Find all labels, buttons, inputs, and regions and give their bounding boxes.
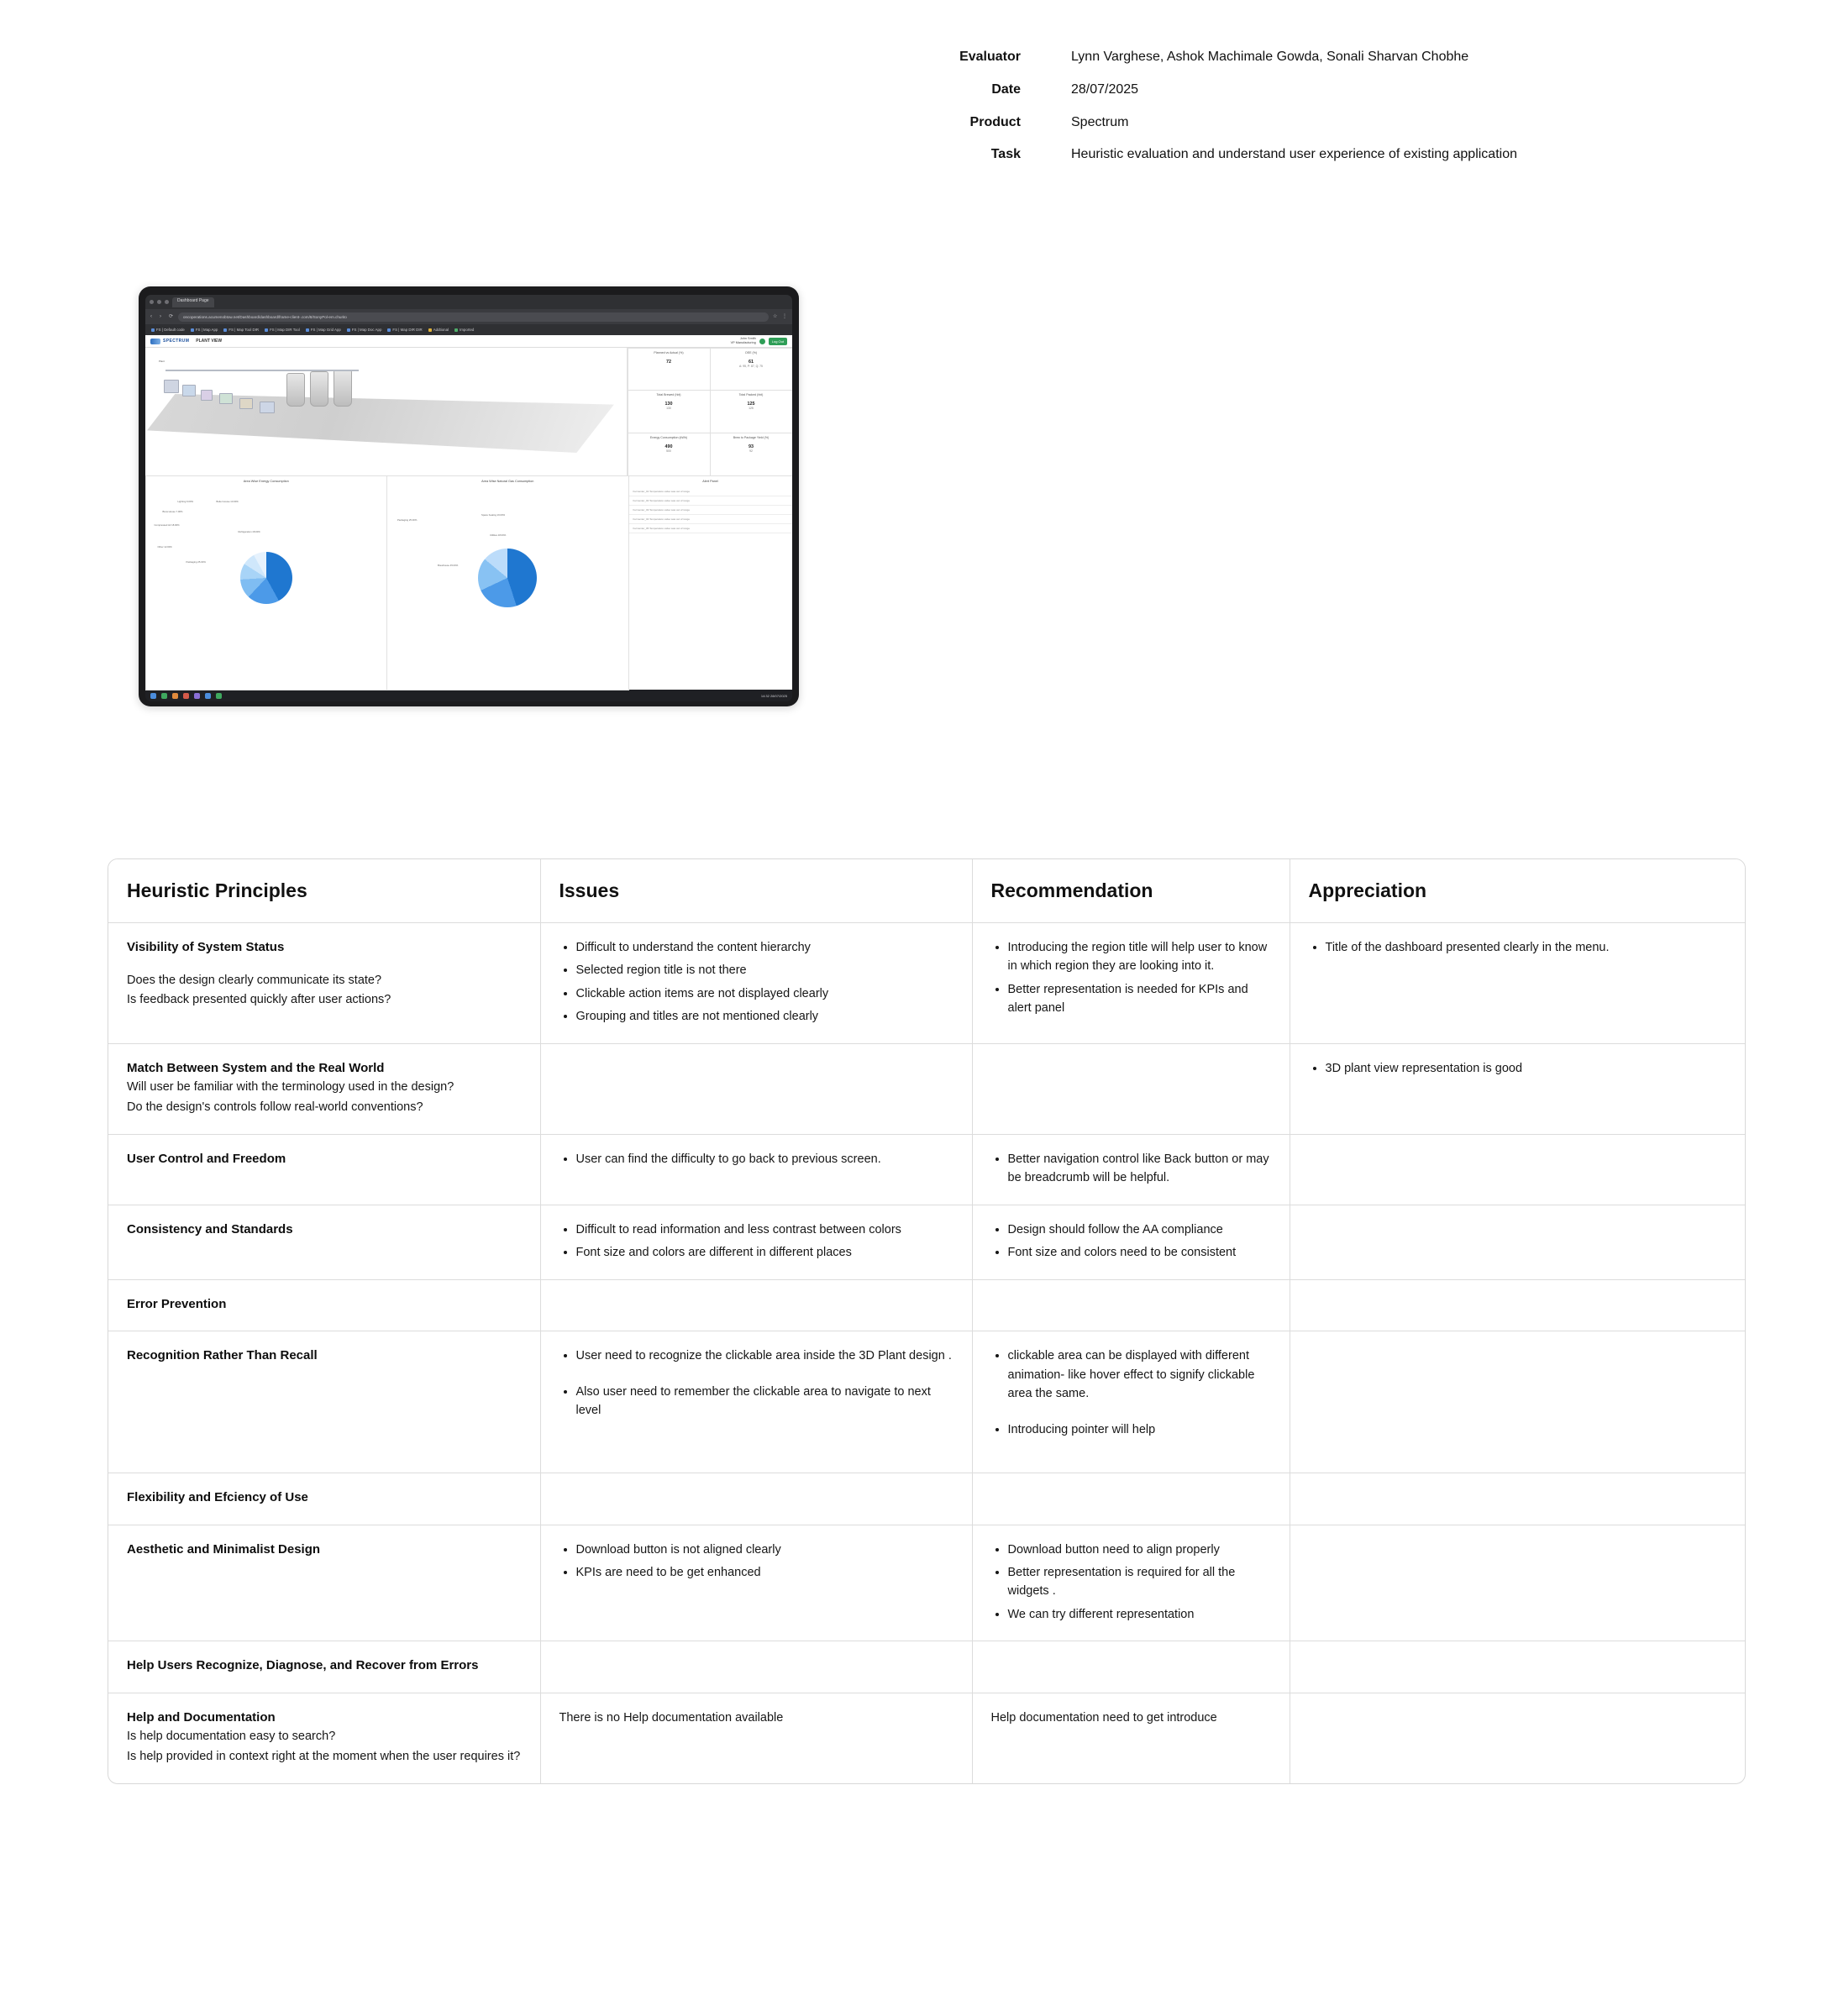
recommendation-item: • Design should follow the AA compliance [1008,1221,1271,1239]
recommendation-item: • Download button need to align properly [1008,1541,1271,1559]
heuristic-evaluation-table [108,858,1746,1784]
cell-appreciation [1290,1641,1746,1693]
app-body [145,348,792,690]
kpi-value: 490 [664,444,673,449]
dashboard-screenshot [139,286,799,706]
reload-icon[interactable]: ⟳ [169,314,174,319]
view-title: PLANT VIEW [196,339,223,344]
energy-consumption-chart[interactable] [145,475,387,690]
bookmark-item[interactable] [191,328,218,332]
plant-pipe [165,370,359,371]
cell-principle [108,1641,540,1693]
cell-recommendation [972,1279,1290,1331]
meta-label-evaluator: Evaluator [959,50,1021,64]
browser-tabstrip [145,295,792,309]
recommendation-item: Help documentation need to get introduce [990,1710,1217,1725]
bookmark-label: FS | Default code [156,328,185,332]
issue-item: • Also user need to remember the clickable area to navigate to next level [576,1383,953,1420]
app-header [145,335,792,348]
principle-question: Will user be familiar with the terminology used in the design? [127,1080,454,1095]
pie-slice-label: Lighting 6.00% [177,499,194,503]
table-row [108,923,1746,1044]
bookmark-label: FS | Map DIR Tool [270,328,300,332]
bookmark-label: FS | Map Doc App [351,328,382,332]
issue-item: • Difficult to understand the content hierarchy [576,938,953,957]
cell-appreciation [1290,1279,1746,1331]
column-header-principles: Heuristic Principles [108,859,540,923]
recommendation-item: • Better representation is needed for KPIs and alert panel [1008,980,1271,1018]
kpi-subvalue: 130 [666,407,671,411]
issue-item: There is no Help documentation available [559,1710,784,1725]
cell-issues [540,1205,972,1279]
plant-3d-view[interactable] [145,348,628,475]
principle-title: Help and Documentation [127,1709,276,1725]
meta-value-date: 28/07/2025 [1071,81,1139,97]
cell-recommendation [972,1134,1290,1205]
plant-tank[interactable] [310,371,328,407]
kpi-value: 72 [666,359,671,365]
meta-row-evaluator [932,49,1689,66]
kpi-title: Brew to Package Yield (%) [733,435,770,439]
pie-slice-label: Brewhouse 45.00% [438,563,459,567]
pie-chart [240,552,292,604]
bookmark-label: FS | Map DIR DIR [392,328,423,332]
kpi-title: Planned vs Actual (%) [654,350,684,354]
kpi-row [628,391,792,433]
start-icon[interactable] [150,693,156,699]
table-row [108,1331,1746,1473]
meta-value-task: Heuristic evaluation and understand user experience of existing application [1071,147,1517,162]
pie-slice-label: Brew House 7.00% [162,509,183,513]
kpi-row [628,348,792,391]
cell-issues [540,1043,972,1134]
kpi-card[interactable] [628,433,711,476]
issue-item: • Font size and colors are different in different places [576,1243,953,1262]
logout-button[interactable]: Log Out [769,338,787,345]
cell-appreciation [1290,1331,1746,1473]
kpi-value: 125 [747,402,755,407]
plant-equipment[interactable] [201,390,213,401]
issue-item: • Selected region title is not there [576,961,953,979]
traffic-light-icon [150,300,154,304]
bookmark-label: FS | Map Tool DIR [228,328,260,332]
bookmark-item[interactable] [306,328,341,332]
cell-principle [108,1331,540,1473]
cell-issues [540,1473,972,1525]
browser-tab[interactable]: Dashboard Page [172,297,214,307]
principle-question: Is feedback presented quickly after user actions? [127,992,391,1006]
principle-title: Recognition Rather Than Recall [127,1348,318,1363]
avatar[interactable] [759,339,765,344]
pie-slice-label: Compressed Air 18.00% [154,522,180,527]
cell-recommendation [972,1473,1290,1525]
traffic-light-icon [157,300,161,304]
meta-label-date: Date [991,81,1021,97]
cell-recommendation [972,1205,1290,1279]
kpi-card[interactable] [710,348,793,391]
menu-icon[interactable]: ⋮ [782,314,787,319]
plant-equipment[interactable] [219,393,233,404]
pie-slice-label: Boiler House 13.00% [216,499,239,503]
cell-appreciation [1290,1043,1746,1134]
bookmark-folder[interactable] [454,328,474,332]
alert-item[interactable]: Fermenter_05 Temperature value was out of range [629,524,792,533]
evaluation-meta [932,49,1689,179]
kpi-title: Total Packed (hbl) [738,393,764,397]
cell-recommendation [972,1641,1290,1693]
kpi-title: Energy Consumption (kWh) [649,435,688,439]
table-row [108,1279,1746,1331]
cell-recommendation [972,923,1290,1044]
table-row [108,1525,1746,1641]
app-charts-row [145,475,792,690]
app-icon[interactable] [183,693,189,699]
bookmark-folder[interactable] [428,328,449,332]
principle-title: Help Users Recognize, Diagnose, and Recover from Errors [127,1658,479,1673]
user-role: VP Manufacturing [730,341,756,344]
app-icon[interactable] [194,693,200,699]
cell-issues [540,1693,972,1782]
cell-principle [108,1279,540,1331]
alert-item[interactable]: Fermenter_03 Temperature value was out of range [629,506,792,515]
principle-question: Is help provided in context right at the moment when the user requires it? [127,1749,521,1763]
cell-issues [540,1331,972,1473]
principle-title: Error Prevention [127,1296,227,1311]
cell-principle [108,1043,540,1134]
kpi-value: 130 [664,402,673,407]
pie-chart [478,549,537,607]
cell-appreciation [1290,923,1746,1044]
principle-question: Is help documentation easy to search? [127,1730,336,1744]
alert-panel-title: Alert Panel [702,479,718,483]
plant-tank[interactable] [334,370,352,407]
app-logo [150,339,189,344]
app-icon[interactable] [172,693,178,699]
issue-item: • KPIs are need to be get enhanced [576,1563,953,1582]
chart-title: Area Wise Natural Gas Consumption [481,479,534,483]
recommendation-item: • Better navigation control like Back button or may be breadcrumb will be helpful. [1008,1150,1271,1188]
bookmark-item[interactable] [265,328,300,332]
explorer-icon[interactable] [161,693,167,699]
table-header-row [108,859,1746,923]
kpi-panel [628,348,792,475]
kpi-subvalue: 500 [666,449,671,453]
meta-label-product: Product [969,114,1021,129]
principle-title: Flexibility and Efciency of Use [127,1490,308,1504]
alert-item[interactable]: Fermenter_01 Temperature value was out of range [629,487,792,496]
principle-title: Consistency and Standards [127,1221,293,1236]
kpi-subvalue: 92 [749,449,753,453]
pie-slice-label: Packaging 25.00% [397,517,418,522]
user-name: John Smith [739,337,756,341]
kpi-subvalue: A: 95, P: 87, Q: 75 [739,364,763,368]
table-row [108,1134,1746,1205]
table-row [108,1473,1746,1525]
bookmark-item[interactable] [347,328,382,332]
app-icon[interactable] [205,693,211,699]
recommendation-item: • Introducing pointer will help [1008,1420,1271,1439]
bookmark-label: FS | Map App [195,328,218,332]
appreciation-item: • Title of the dashboard presented clearly in the menu. [1326,938,1729,957]
principle-question: Does the design clearly communicate its state? [127,973,382,987]
appreciation-item: • 3D plant view representation is good [1326,1059,1729,1078]
bookmark-label: Addtional [433,328,449,332]
plant-equipment[interactable] [182,385,196,396]
principle-title: Match Between System and the Real World [127,1060,385,1075]
pie-slice-label: Utilities 18.00% [490,533,507,537]
kpi-card[interactable] [710,433,793,476]
forward-icon[interactable]: › [160,314,161,319]
cell-issues [540,1641,972,1693]
alert-item[interactable]: Fermenter_04 Temperature value was out of range [629,515,792,524]
app-icon[interactable] [216,693,222,699]
bookmarks-bar [145,324,792,335]
chart-title: Area Wise Energy Consumption [243,479,289,483]
cell-principle [108,923,540,1044]
cell-principle [108,1134,540,1205]
natural-gas-chart[interactable] [386,475,629,690]
cell-recommendation [972,1525,1290,1641]
user-info [731,337,756,344]
browser-window [145,295,792,701]
issue-item: • Difficult to read information and less contrast between colors [576,1221,953,1239]
table-row [108,1043,1746,1134]
bookmark-item[interactable] [387,328,422,332]
plant-equipment[interactable] [260,402,275,413]
principle-title: User Control and Freedom [127,1151,286,1166]
column-header-appreciation: Appreciation [1290,859,1746,923]
app-main-row [145,348,792,475]
cell-appreciation [1290,1134,1746,1205]
kpi-card[interactable] [628,390,711,433]
kpi-row [628,433,792,475]
principle-title: Aesthetic and Minimalist Design [127,1541,321,1557]
cell-appreciation [1290,1693,1746,1782]
plant-equipment[interactable] [239,398,253,409]
recommendation-item: • clickable area can be displayed with different animation- like hover effect to signify clickable area the same. [1008,1347,1271,1403]
cell-recommendation [972,1331,1290,1473]
issue-item: • Clickable action items are not displayed clearly [576,984,953,1003]
bookmark-label: FS | Map Grid App [310,328,341,332]
cell-appreciation [1290,1473,1746,1525]
address-bar[interactable]: oncoperations.acumenobtow.net/Dashboard/dashboard/frame-client-.com/8/SonyPol-em.churito [178,312,769,322]
cell-appreciation [1290,1525,1746,1641]
issue-item: • Download button is not aligned clearly [576,1541,953,1559]
principle-question: Do the design's controls follow real-world conventions? [127,1100,423,1114]
plant-floor [147,394,614,453]
cell-principle [108,1473,540,1525]
pie-slice-label: Packaging 25.00% [186,559,206,564]
cell-principle [108,1525,540,1641]
table-row [108,1205,1746,1279]
kpi-card[interactable] [710,390,793,433]
cell-issues [540,1279,972,1331]
cell-issues [540,923,972,1044]
alert-item[interactable]: Fermenter_02 Temperature value was out of range [629,496,792,506]
plant-equipment[interactable] [164,380,179,393]
meta-row-date [932,81,1689,99]
bookmark-item[interactable] [223,328,259,332]
os-taskbar [145,690,792,701]
pie-slice-label: Refrigeration 18.00% [238,529,260,533]
cell-principle [108,1205,540,1279]
cell-principle [108,1693,540,1782]
kpi-card[interactable] [628,348,711,391]
pie-slice-label: Other 12.00% [157,544,172,549]
table-row [108,1641,1746,1693]
principle-title: Visibility of System Status [127,940,285,954]
cell-issues [540,1525,972,1641]
meta-value-evaluator: Lynn Varghese, Ashok Machimale Gowda, Sonali Sharvan Chobhe [1071,50,1469,64]
kpi-value: 93 [749,444,754,449]
bookmark-label: Imported [460,328,475,332]
app-header-right [731,337,787,344]
meta-row-task [932,146,1689,164]
recommendation-item: • We can try different representation [1008,1605,1271,1624]
browser-toolbar [145,309,792,324]
app-logo-text: SPECTRUM [163,339,190,344]
recommendation-item: • Font size and colors need to be consistent [1008,1243,1271,1262]
pie-slice-label: Space heating 16.00% [481,512,506,517]
column-header-issues: Issues [540,859,972,923]
meta-value-product: Spectrum [1071,114,1129,129]
alert-panel[interactable] [628,475,793,690]
column-header-recommendation: Recommendation [972,859,1290,923]
issue-item: • User need to recognize the clickable area inside the 3D Plant design . [576,1347,953,1365]
kpi-title: OEE (%) [744,350,758,354]
meta-row-product [932,114,1689,132]
traffic-light-icon [165,300,169,304]
recommendation-item: • Introducing the region title will help user to know in which region they are looking into it. [1008,938,1271,976]
star-icon[interactable]: ☆ [773,314,778,319]
meta-label-task: Task [990,147,1021,162]
kpi-title: Total Brewed (hbl) [656,393,681,397]
logo-mark-icon [150,339,160,344]
issue-item: • Grouping and titles are not mentioned clearly [576,1007,953,1026]
plant-tank[interactable] [286,373,305,407]
issue-item: • User can find the difficulty to go back to previous screen. [576,1150,953,1168]
kpi-subvalue: 125 [749,407,754,411]
cell-recommendation [972,1043,1290,1134]
plant-label: Plant [159,360,165,363]
spectrum-app [145,335,792,690]
cell-appreciation [1290,1205,1746,1279]
table-row [108,1693,1746,1782]
kpi-value: 61 [749,359,754,365]
recommendation-item: • Better representation is required for all the widgets . [1008,1563,1271,1601]
back-icon[interactable]: ‹ [150,314,152,319]
taskbar-clock: 14:32 28/07/2025 [760,693,787,698]
cell-recommendation [972,1693,1290,1782]
bookmark-item[interactable] [151,328,185,332]
cell-issues [540,1134,972,1205]
